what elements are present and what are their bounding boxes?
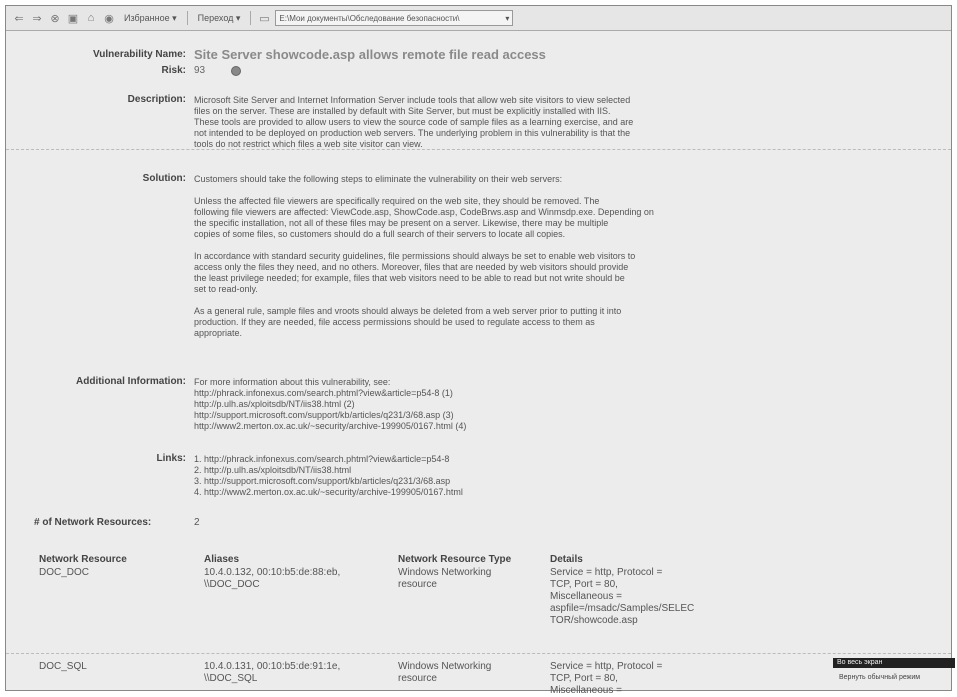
row-1-details	[550, 567, 694, 627]
fullscreen-indicator: Во весь экран	[833, 658, 955, 668]
alias-line: 10.4.0.131, 00:10:b5:de:91:1e,	[204, 661, 341, 672]
solution-paragraph	[194, 196, 709, 240]
link-item[interactable]: 3. http://support.microsoft.com/support/kb/articles/q231/3/68.asp	[194, 476, 451, 486]
description-line: These tools are provided to allow users to view the source code of sample files as a learning exercise, and are	[194, 117, 634, 127]
back-icon[interactable]: ⇐	[14, 12, 24, 25]
vuln-name-label: Vulnerability Name:	[93, 49, 186, 60]
links-list	[194, 454, 709, 498]
solution-paragraph	[194, 251, 709, 295]
description-line: files on the server. These are installed by default with Site Server, but must be explicitly installed with IIS.	[194, 106, 611, 116]
stop-icon[interactable]: ⊗	[50, 12, 60, 25]
solution-line: appropriate.	[194, 328, 243, 338]
favorites-button[interactable]: Избранное ▾	[124, 12, 177, 23]
description-text	[194, 95, 709, 150]
toolbar-divider	[250, 11, 251, 25]
type-line: Windows Networking	[398, 567, 492, 578]
search-icon[interactable]: ◉	[104, 12, 114, 25]
additional-info-label: Additional Information:	[76, 376, 186, 387]
solution-line: the least privilege needed; for example, files that web visitors need to be able to read but not write should be	[194, 273, 625, 283]
solution-line: production. If they are needed, file access permissions should be used to regulate access to them as	[194, 317, 595, 327]
network-resources-count: 2	[194, 517, 200, 528]
alias-line: 10.4.0.132, 00:10:b5:de:88:eb,	[204, 567, 341, 578]
details-line: aspfile=/msadc/Samples/SELEC	[550, 603, 695, 614]
solution-line: access only the files they need, and no others. Moreover, files that are needed by web visitors should provide	[194, 262, 629, 272]
description-line: tools do not restrict which files a web site visitor can view.	[194, 139, 423, 149]
solution-line: copies of some files, so customers should do a full search of their servers to locate all copies.	[194, 229, 566, 239]
column-header-resource: Network Resource	[39, 554, 127, 565]
address-bar[interactable]	[275, 10, 513, 26]
section-divider	[6, 149, 951, 150]
type-line: resource	[398, 673, 437, 684]
solution-text	[194, 174, 709, 339]
details-line: Service = http, Protocol =	[550, 661, 663, 672]
details-line: Miscellaneous =	[550, 591, 622, 602]
home-icon[interactable]: ⌂	[87, 12, 95, 24]
row-1-resource: DOC_DOC	[39, 567, 90, 578]
solution-line: In accordance with standard security guidelines, file permissions should always be set to enable web visitors to	[194, 251, 636, 261]
risk-indicator-icon	[231, 66, 241, 76]
additional-info-link[interactable]: http://phrack.infonexus.com/search.phtml?view&article=p54-8 (1)	[194, 388, 453, 398]
links-label: Links:	[156, 453, 186, 464]
solution-line: As a general rule, sample files and vroots should always be deleted from a web server prior to putting it into	[194, 306, 622, 316]
row-2-resource: DOC_SQL	[39, 661, 87, 672]
details-line: TCP, Port = 80,	[550, 579, 618, 590]
refresh-icon[interactable]: ▣	[67, 12, 79, 25]
column-header-type: Network Resource Type	[398, 554, 512, 565]
additional-info-link[interactable]: http://www2.merton.ox.ac.uk/~security/archive-199905/0167.html (4)	[194, 421, 467, 431]
solution-line: Customers should take the following steps to eliminate the vulnerability on their web servers:	[194, 174, 563, 184]
details-line: Miscellaneous =	[550, 685, 622, 696]
type-line: Windows Networking	[398, 661, 492, 672]
additional-info-text	[194, 377, 709, 432]
toolbar-divider	[187, 11, 188, 25]
solution-line: set to read-only.	[194, 284, 258, 294]
restore-mode-link[interactable]: Вернуть обычный режим	[839, 674, 921, 681]
solution-line: Unless the affected file viewers are specifically required on the web site, they should be removed. The	[194, 196, 600, 206]
link-item[interactable]: 1. http://phrack.infonexus.com/search.phtml?view&article=p54-8	[194, 454, 450, 464]
go-button[interactable]: Переход ▾	[197, 12, 241, 23]
network-resources-label: # of Network Resources:	[34, 517, 152, 528]
additional-info-link[interactable]: http://support.microsoft.com/support/kb/articles/q231/3/68.asp (3)	[194, 410, 454, 420]
row-2-type	[398, 661, 491, 685]
row-1-type	[398, 567, 491, 591]
details-line: Service = http, Protocol =	[550, 567, 663, 578]
solution-line: the specific installation, not all of these files may be present on a server. Likewise, there may be multiple	[194, 218, 609, 228]
browser-window	[5, 5, 952, 696]
risk-value: 93	[194, 65, 206, 76]
toolbar	[6, 6, 951, 31]
additional-info-line: For more information about this vulnerability, see:	[194, 377, 391, 387]
chevron-down-icon[interactable]: ▾	[505, 13, 510, 23]
solution-paragraph	[194, 306, 709, 339]
report-content	[6, 31, 951, 696]
link-item[interactable]: 4. http://www2.merton.ox.ac.uk/~security/archive-199905/0167.html	[194, 487, 463, 497]
row-1-aliases	[204, 567, 340, 591]
description-line: Microsoft Site Server and Internet Information Server include tools that allow web site visitors to view selected	[194, 95, 631, 105]
details-line: TOR/showcode.asp	[550, 615, 638, 626]
forward-icon[interactable]: ⇒	[32, 12, 42, 25]
vuln-name: Site Server showcode.asp allows remote file read access	[194, 47, 546, 62]
solution-line: following file viewers are affected: ViewCode.asp, ShowCode.asp, CodeBrws.asp and Winmsdp.exe. Depending on	[194, 207, 654, 217]
alias-line: \\DOC_DOC	[204, 579, 260, 590]
link-item[interactable]: 2. http://p.ulh.as/xploitsdb/NT/iis38.html	[194, 465, 352, 475]
additional-info-link[interactable]: http://p.ulh.as/xploitsdb/NT/iis38.html (2)	[194, 399, 355, 409]
column-header-details: Details	[550, 554, 583, 565]
row-2-details	[550, 661, 662, 697]
description-line: not intended to be deployed on production web servers. The underlying problem in this vulnerability is that the	[194, 128, 631, 138]
type-line: resource	[398, 579, 437, 590]
alias-line: \\DOC_SQL	[204, 673, 258, 684]
solution-label: Solution:	[142, 173, 186, 184]
row-2-aliases	[204, 661, 340, 685]
risk-label: Risk:	[161, 65, 186, 76]
page-icon: ▭	[259, 12, 270, 25]
details-line: TCP, Port = 80,	[550, 673, 618, 684]
row-divider	[6, 653, 951, 654]
description-label: Description:	[127, 94, 186, 105]
column-header-aliases: Aliases	[204, 554, 240, 565]
address-text: E:\Мои документы\Обследование безопасности\	[279, 13, 460, 23]
